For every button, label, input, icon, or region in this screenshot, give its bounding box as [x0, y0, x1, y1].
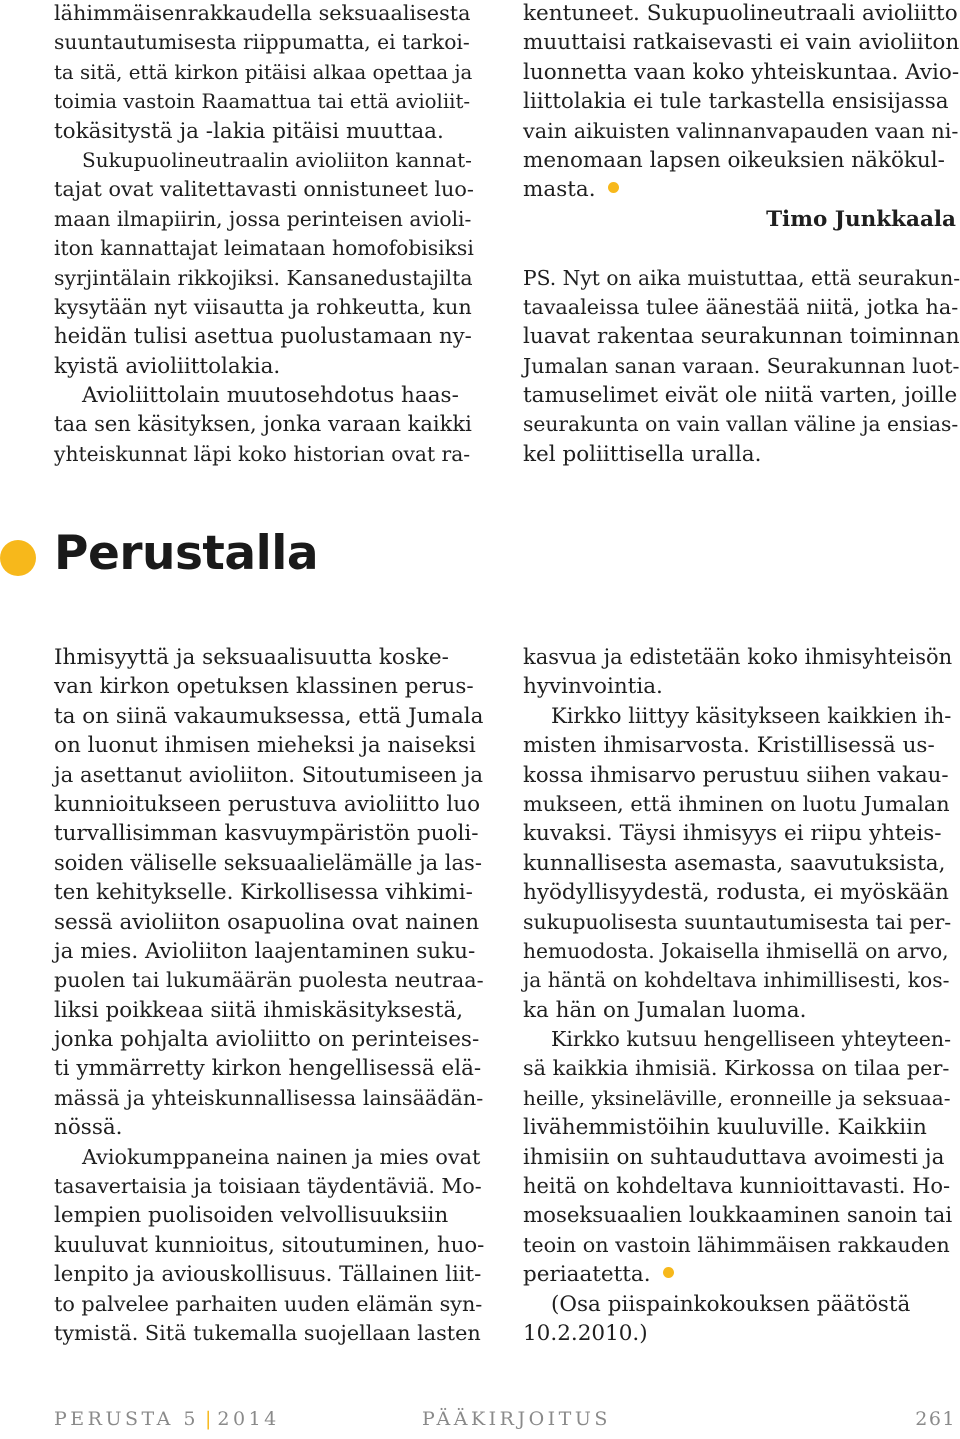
footer-year: 2014	[217, 1408, 280, 1430]
text-line: tymistä. Sitä tukemalla suojellaan lasten	[54, 1320, 481, 1345]
end-mark-dot-icon	[608, 182, 619, 193]
text-line: lempien puolisoiden velvollisuuksiin	[54, 1203, 449, 1229]
text-line: jonka pohjalta avioliitto on perinteises-	[54, 1027, 480, 1053]
text-line: Avioliittolain muutosehdotus haas-	[82, 383, 459, 409]
text-line: heidän tulisi asettua puolustamaan ny-	[54, 324, 472, 350]
text-line: iton kannattajat leimataan homofobisiksi	[54, 236, 474, 261]
text-line: tajat ovat valitettavasti onnistuneet luo-	[54, 177, 474, 202]
text-line: lenpito ja aviouskollisuus. Tällainen liit-	[54, 1262, 482, 1288]
text-line: teoin on vastoin lähimmäisen rakkauden	[523, 1232, 950, 1257]
ps-line: tavaaleissa tulee äänestää niitä, jotka ha-	[523, 294, 959, 319]
text-line: ja häntä on kohdeltava inhimillisesti, kos-	[523, 968, 950, 993]
text-line: toimia vastoin Raamattua tai että avioliit-	[54, 90, 471, 114]
text-line: yhteiskunnat läpi koko historian ovat ra-	[54, 441, 471, 466]
text-line: syrjintälain rikkojiksi. Kansanedustajilta	[54, 265, 473, 290]
ps-line: kel poliittisella uralla.	[523, 441, 762, 467]
text-line: lähimmäisenrakkaudella seksuaalisesta	[54, 1, 471, 25]
text-line: sessä avioliiton osapuolina ovat nainen	[54, 909, 480, 935]
text-line: turvallisimman kasvuympäristön puoli-	[54, 821, 479, 847]
section-heading-block	[0, 526, 600, 590]
text-line: tasavertaisia ja toisiaan täydentäviä. Mo-	[54, 1174, 482, 1199]
ps-line: Jumalan sanan varaan. Seurakunnan luot-	[523, 353, 960, 378]
ps-line: luavat rakentaa seurakunnan toiminnan	[523, 324, 960, 350]
author-signature: Timo Junkkaala	[766, 206, 956, 232]
text-line: Kirkko kutsuu hengelliseen yhteyteen-	[551, 1027, 952, 1052]
text-line: ihmisiin on suhtauduttava avoimesti ja	[523, 1144, 945, 1170]
end-mark-dot-icon	[663, 1267, 674, 1278]
text-line: (Osa piispainkokouksen päätöstä	[551, 1291, 911, 1317]
text-line: ja mies. Avioliiton laajentaminen suku-	[54, 938, 476, 964]
footer-magazine: PERUSTA 5	[54, 1408, 199, 1430]
text-line: hyödyllisyydestä, rodusta, ei myöskään	[523, 880, 949, 906]
text-line: livähemmistöihin kuuluville. Kaikkiin	[523, 1115, 927, 1141]
text-line: moseksuaalien loukkaaminen sanoin tai	[523, 1203, 953, 1229]
text-line: ja asettanut avioliiton. Sitoutumiseen ja	[54, 762, 484, 788]
text-line: heitä on kohdeltava kunnioittavasti. Ho-	[523, 1174, 951, 1199]
text-line: kuuluvat kunnioitus, sitoutuminen, huo-	[54, 1232, 485, 1258]
text-line: puolen tai lukumäärän puolesta neutraa-	[54, 968, 484, 993]
ps-line: seurakunta on vain vallan väline ja ensias-	[523, 412, 959, 437]
text-line: menomaan lapsen oikeuksien näkökul-	[523, 147, 945, 173]
article-column-bottom-right	[523, 643, 953, 1348]
text-line: mässä ja yhteiskunnallisessa lainsäädän-	[54, 1085, 484, 1110]
text-line	[523, 175, 960, 204]
text-line: misten ihmisarvosta. Kristillisessä us-	[523, 733, 935, 759]
text-line: sä kaikkia ihmisiä. Kirkossa on tilaa per-	[523, 1056, 950, 1081]
text-line: luonnetta vaan koko yhteiskuntaa. Avio-	[523, 59, 960, 85]
text-line: Aviokumppaneina nainen ja mies ovat	[82, 1144, 481, 1169]
text-line: kentuneet. Sukupuolineutraali avioliitto	[523, 1, 958, 26]
text-line: vain aikuisten valinnanvapauden vaan ni-	[523, 118, 959, 143]
text-line: muuttaisi ratkaisevasti ei vain avioliiton	[523, 30, 960, 56]
text-line: Kirkko liittyy käsitykseen kaikkien ih-	[551, 703, 952, 728]
text-line: hyvinvointia.	[523, 674, 663, 700]
text-line: suuntautumisesta riippumatta, ei tarkoi-	[54, 30, 470, 55]
ps-line: tamuselimet eivät ole niitä varten, joille	[523, 383, 958, 409]
text-line: ten kehitykselle. Kirkollisessa vihkimi-	[54, 880, 473, 906]
text-line: maan ilmapiirin, jossa perinteisen avioli-	[54, 206, 472, 231]
text-line: nössä.	[54, 1115, 123, 1141]
text-line: on luonut ihmisen mieheksi ja naiseksi	[54, 733, 476, 759]
text-line: 10.2.2010.)	[523, 1320, 648, 1346]
text-line: ti ymmärretty kirkon hengellisessä elä-	[54, 1056, 482, 1082]
text-line: mukseen, että ihminen on luotu Jumalan	[523, 791, 950, 816]
text-line: soiden väliselle seksuaalielämälle ja las-	[54, 850, 482, 875]
text-line: kossa ihmisarvo perustuu siihen vakau-	[523, 762, 949, 788]
page-number: 261	[915, 1408, 956, 1430]
text-line: ta on siinä vakaumuksessa, että Jumala	[54, 703, 484, 729]
text-line: liittolakia ei tule tarkastella ensisijassa	[523, 89, 949, 115]
footer-section: PÄÄKIRJOITUS	[422, 1408, 611, 1430]
text-line: ta sitä, että kirkon pitäisi alkaa opettaa ja	[54, 60, 473, 84]
text-line: hemuodosta. Jokaisella ihmisellä on arvo,	[523, 938, 949, 963]
text-line: heille, yksineläville, eronneille ja seksuaa-	[523, 1085, 951, 1110]
article-column-top-right	[523, 0, 960, 469]
text-line: van kirkon opetuksen klassinen perus-	[54, 674, 474, 700]
text-fragment: periaatetta.	[523, 1262, 651, 1288]
text-line: Ihmisyyttä ja seksuaalisuutta koske-	[54, 645, 449, 670]
footer-magazine-info	[54, 1408, 280, 1430]
text-line: taa sen käsityksen, jonka varaan kaikki	[54, 412, 472, 437]
text-line: to palvelee parhaiten uuden elämän syn-	[54, 1291, 483, 1316]
section-heading: Perustalla	[54, 526, 319, 581]
text-line: tokäsitystä ja -lakia pitäisi muuttaa.	[54, 118, 444, 144]
text-fragment: masta.	[523, 177, 596, 203]
text-line: ka hän on Jumalan luoma.	[523, 997, 807, 1023]
article-column-top-left	[54, 0, 474, 469]
spacer	[523, 234, 960, 263]
text-line: kunnallisesta asemasta, saavutuksista,	[523, 850, 946, 876]
article-column-bottom-left	[54, 643, 484, 1348]
ps-line: PS. Nyt on aika muistuttaa, että seurakun-	[523, 265, 960, 290]
heading-bullet-dot-icon	[0, 540, 36, 576]
footer-separator: |	[204, 1408, 212, 1430]
text-line: kuvaksi. Täysi ihmisyys ei riipu yhteis-	[523, 821, 942, 847]
text-line: liksi poikkeaa siitä ihmiskäsityksestä,	[54, 997, 464, 1023]
page-footer	[54, 1408, 960, 1438]
text-line: sukupuolisesta suuntautumisesta tai per-	[523, 909, 952, 934]
text-line: kunnioitukseen perustuva avioliitto luo	[54, 791, 481, 817]
text-line: Sukupuolineutraalin avioliiton kannat-	[82, 147, 472, 172]
text-line: kyistä avioliittolakia.	[54, 353, 281, 379]
text-line: kasvua ja edistetään koko ihmisyhteisön	[523, 645, 953, 669]
text-line: kysytään nyt viisautta ja rohkeutta, kun	[54, 294, 472, 319]
text-line	[523, 1260, 953, 1289]
